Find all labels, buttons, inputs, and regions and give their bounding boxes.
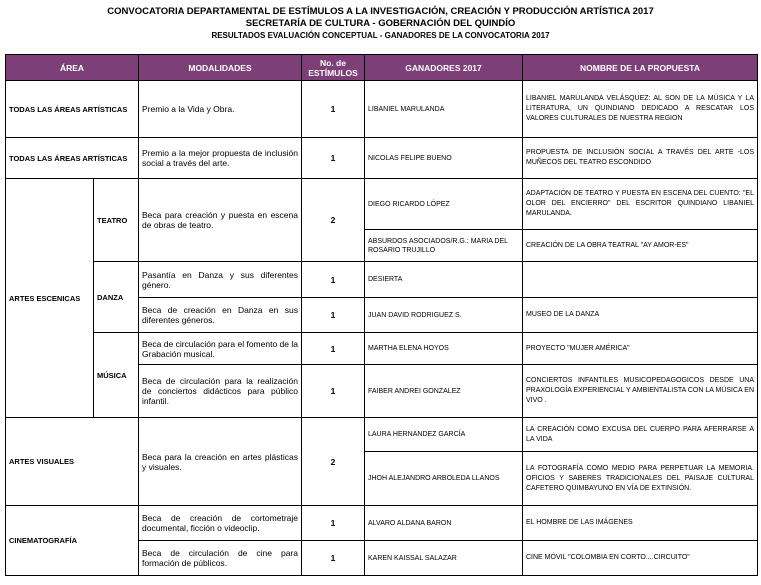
- col-header-area: ÁREA: [6, 55, 139, 81]
- document-header: [0, 0, 761, 42]
- estimulos-cell: 2: [302, 179, 365, 262]
- modalidad-cell: Beca de circulación para la realización de conciertos didácticos para público infantil.: [139, 365, 302, 418]
- title-line-3: RESULTADOS EVALUACIÓN CONCEPTUAL - GANADORES DE LA CONVOCATORIA 2017: [211, 31, 550, 40]
- propuesta-cell: LA CREACIÓN COMO EXCUSA DEL CUERPO PARA AFERRARSE A LA VIDA: [523, 418, 758, 452]
- ganador-cell: ABSURDOS ASOCIADOS/R.G.: MARIA DEL ROSARIO TRUJILLO: [365, 230, 523, 262]
- propuesta-cell: LIBANIEL MARULANDA VELÁSQUEZ: AL SON DE LA MÚSICA Y LA LITERATURA, UN QUINDIANO DEDICADO A RESCATAR LOS VALORES CULTURALES DE NUESTRA REGION: [523, 81, 758, 138]
- modalidad-cell: Pasantía en Danza y sus diferentes género.: [139, 262, 302, 298]
- propuesta-cell: CONCIERTOS INFANTILES MUSICOPEDAGOGICOS DESDE UNA PRAXOLOGÍA EXPERIENCIAL Y AMBIENTALISTA CON LA MÚSICA EN VIVO .: [523, 365, 758, 418]
- area-cell: ARTES ESCENICAS: [6, 179, 94, 418]
- table-row: [6, 333, 758, 365]
- estimulos-cell: 2: [302, 418, 365, 506]
- ganador-cell: DESIERTA: [365, 262, 523, 298]
- estimulos-cell: 1: [302, 81, 365, 138]
- title-line-1: CONVOCATORIA DEPARTAMENTAL DE ESTÍMULOS A LA INVESTIGACIÓN, CREACIÓN Y PRODUCCIÓN ARTÍSTICA 2017: [107, 6, 654, 17]
- ganador-cell: ALVARO ALDANA BARON: [365, 506, 523, 541]
- ganador-cell: NICOLAS FELIPE BUENO: [365, 138, 523, 179]
- modalidad-cell: Premio a la Vida y Obra.: [139, 81, 302, 138]
- estimulos-cell: 1: [302, 298, 365, 333]
- ganador-cell: JHOH ALEJANDRO ARBOLEDA LLANOS: [365, 452, 523, 506]
- estimulos-cell: 1: [302, 262, 365, 298]
- col-header-ganadores: GANADORES 2017: [365, 55, 523, 81]
- ganador-cell: LIBANIEL MARULANDA: [365, 81, 523, 138]
- propuesta-cell: CINE MÓVIL "COLOMBIA EN CORTO....CIRCUITO": [523, 541, 758, 576]
- estimulos-cell: 1: [302, 333, 365, 365]
- results-table: [5, 54, 758, 576]
- modalidad-cell: Beca de circulación de cine para formación de públicos.: [139, 541, 302, 576]
- propuesta-cell: CREACIÓN DE LA OBRA TEATRAL "AY AMOR-ES": [523, 230, 758, 262]
- modalidad-cell: Beca de creación en Danza en sus diferentes géneros.: [139, 298, 302, 333]
- ganador-cell: MARTHA ELENA HOYOS: [365, 333, 523, 365]
- area-cell: TODAS LAS ÁREAS ARTÍSTICAS: [6, 138, 139, 179]
- table-row: [6, 81, 758, 138]
- area-cell: CINEMATOGRAFÍA: [6, 506, 139, 576]
- ganador-cell: DIEGO RICARDO LÓPEZ: [365, 179, 523, 230]
- col-header-propuesta: NOMBRE DE LA PROPUESTA: [523, 55, 758, 81]
- table-row: [6, 506, 758, 541]
- propuesta-cell: EL HOMBRE DE LAS IMÁGENES: [523, 506, 758, 541]
- modalidad-cell: Beca de circulación para el fomento de la Grabación musical.: [139, 333, 302, 365]
- propuesta-cell: LA FOTOGRAFÍA COMO MEDIO PARA PERPETUAR LA MEMORIA. OFICIOS Y SABERES TRADICIONALES DEL PAISAJE CULTURAL CAFETERO QUIMBAYUNO EN VÍA DE EXTINSIÓN.: [523, 452, 758, 506]
- col-header-modalidades: MODALIDADES: [139, 55, 302, 81]
- subarea-teatro: TEATRO: [94, 179, 139, 262]
- ganador-cell: KAREN KAISSAL SALAZAR: [365, 541, 523, 576]
- col-header-estimulos: No. de ESTÍMULOS: [302, 55, 365, 81]
- ganador-cell: LAURA HERNANDEZ GARCÍA: [365, 418, 523, 452]
- ganador-cell: FAIBER ANDREI GONZALEZ: [365, 365, 523, 418]
- modalidad-cell: Beca de creación de cortometraje documental, ficción o videoclip.: [139, 506, 302, 541]
- estimulos-cell: 1: [302, 365, 365, 418]
- propuesta-cell: MUSEO DE LA DANZA: [523, 298, 758, 333]
- ganador-cell: JUAN DAVID RODRIGUEZ S.: [365, 298, 523, 333]
- estimulos-cell: 1: [302, 506, 365, 541]
- subarea-danza: DANZA: [94, 262, 139, 333]
- subarea-musica: MÚSICA: [94, 333, 139, 418]
- propuesta-cell: [523, 262, 758, 298]
- area-cell: ARTES VISUALES: [6, 418, 139, 506]
- table-row: [6, 179, 758, 230]
- title-line-2: SECRETARÍA DE CULTURA - GOBERNACIÓN DEL QUINDÍO: [245, 18, 516, 29]
- table-header-row: [6, 55, 758, 81]
- table-row: [6, 262, 758, 298]
- modalidad-cell: Beca para la creación en artes plásticas y visuales.: [139, 418, 302, 506]
- area-cell: TODAS LAS ÁREAS ARTÍSTICAS: [6, 81, 139, 138]
- estimulos-cell: 1: [302, 541, 365, 576]
- modalidad-cell: Beca para creación y puesta en escena de obras de teatro.: [139, 179, 302, 262]
- modalidad-cell: Premio a la mejor propuesta de inclusión social a través del arte.: [139, 138, 302, 179]
- table-row: [6, 418, 758, 452]
- estimulos-cell: 1: [302, 138, 365, 179]
- propuesta-cell: PROYECTO "MUJER AMÉRICA": [523, 333, 758, 365]
- table-row: [6, 138, 758, 179]
- propuesta-cell: PROPUESTA DE INCLUSIÓN SOCIAL A TRAVÉS DEL ARTE -LOS MUÑECOS DEL TEATRO ESCONDIDO: [523, 138, 758, 179]
- propuesta-cell: ADAPTACIÓN DE TEATRO Y PUESTA EN ESCENA DEL CUENTO: "EL OLOR DEL ENCIERRO" DEL ESCRITOR QUINDIANO LIBANIEL MARULANDA.: [523, 179, 758, 230]
